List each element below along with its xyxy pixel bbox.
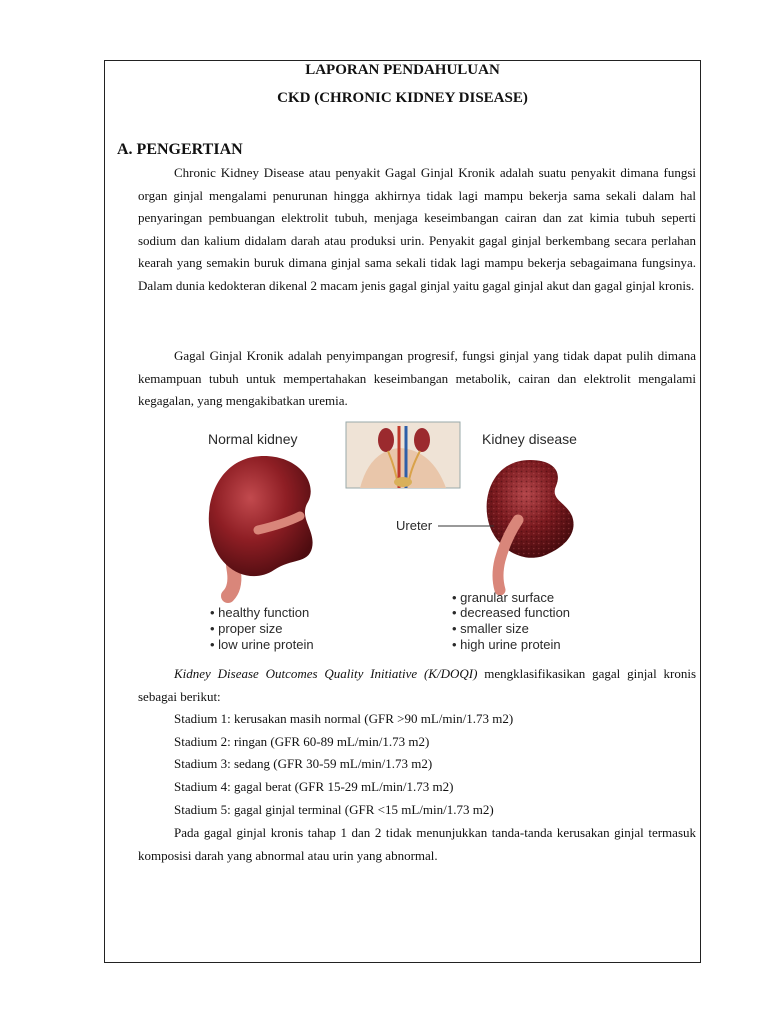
paragraph-stage-note-text: Pada gagal ginjal kronis tahap 1 dan 2 tidak menunjukkan tanda-tanda kerusakan ginjal termasuk komposisi darah yang abnormal atau urin yang abnormal. — [138, 825, 696, 863]
ureter-label: Ureter — [396, 518, 433, 533]
stage-item: Stadium 1: kerusakan masih normal (GFR >90 mL/min/1.73 m2) — [174, 711, 514, 726]
paragraph-ckd — [138, 345, 696, 413]
normal-kidney-label: Normal kidney — [208, 431, 298, 447]
disease-bullet: • decreased function — [452, 605, 571, 620]
anatomy-inset — [346, 422, 460, 488]
kidney-disease-label: Kidney disease — [482, 431, 577, 447]
paragraph-stage-note — [138, 822, 696, 867]
normal-bullet: • proper size — [210, 621, 283, 636]
disease-bullet: • high urine protein — [452, 637, 561, 652]
normal-kidney-bullets — [210, 605, 314, 652]
kidney-comparison-figure — [200, 420, 620, 656]
normal-kidney — [209, 456, 313, 596]
document-subtitle: CKD (CHRONIC KIDNEY DISEASE) — [277, 90, 528, 106]
paragraph-kdoqi — [138, 663, 696, 708]
section-heading: A. PENGERTIAN — [117, 141, 243, 158]
stage-item: Stadium 5: gagal ginjal terminal (GFR <15 mL/min/1.73 m2) — [174, 802, 494, 817]
kdoqi-rest: mengklasifikasikan gagal ginjal kronis sebagai berikut: — [138, 666, 697, 704]
paragraph-definition — [138, 162, 696, 298]
stage-item: Stadium 3: sedang (GFR 30-59 mL/min/1.73 m2) — [174, 756, 433, 771]
paragraph-definition-text: Chronic Kidney Disease atau penyakit Gagal Ginjal Kronik adalah suatu penyakit dimana fungsi organ ginjal mengalami penurunan hingga akhirnya tidak lagi mampu bekerja sama sekali dalam hal penyaringan pembuangan elektrolit tubuh, menjaga keseimbangan cairan dan zat kimia tubuh seperti sodium dan kalium didalam darah atau produksi urin. Penyakit gagal ginjal berkembang secara perlahan kearah yang semakin buruk dimana ginjal sama sekali tidak lagi mampu bekerja sebagaimana fungsinya. Dalam dunia kedokteran dikenal 2 macam jenis gagal ginjal yaitu gagal ginjal akut dan gagal ginjal kronis. — [138, 165, 696, 293]
disease-bullet: • granular surface — [452, 590, 555, 605]
document-title: LAPORAN PENDAHULUAN — [305, 62, 500, 78]
ureter-callout — [396, 518, 494, 533]
disease-bullet: • smaller size — [452, 621, 529, 636]
disease-bullets — [452, 590, 570, 652]
kdoqi-italic: Kidney Disease Outcomes Quality Initiative (K/DOQI) — [174, 666, 478, 681]
normal-bullet: • low urine protein — [210, 637, 314, 652]
stage-item: Stadium 4: gagal berat (GFR 15-29 mL/min/1.73 m2) — [174, 779, 454, 794]
normal-bullet: • healthy function — [210, 605, 310, 620]
diseased-kidney — [479, 460, 574, 590]
stage-item: Stadium 2: ringan (GFR 60-89 mL/min/1.73 m2) — [174, 734, 430, 749]
paragraph-ckd-text: Gagal Ginjal Kronik adalah penyimpangan progresif, fungsi ginjal yang tidak dapat pulih dimana kemampuan tubuh untuk mempertahakan keseimbangan metabolik, cairan dan elektrolit mengalami kegagalan, yang mengakibatkan uremia. — [138, 348, 696, 409]
kidney-illustration — [200, 420, 620, 656]
